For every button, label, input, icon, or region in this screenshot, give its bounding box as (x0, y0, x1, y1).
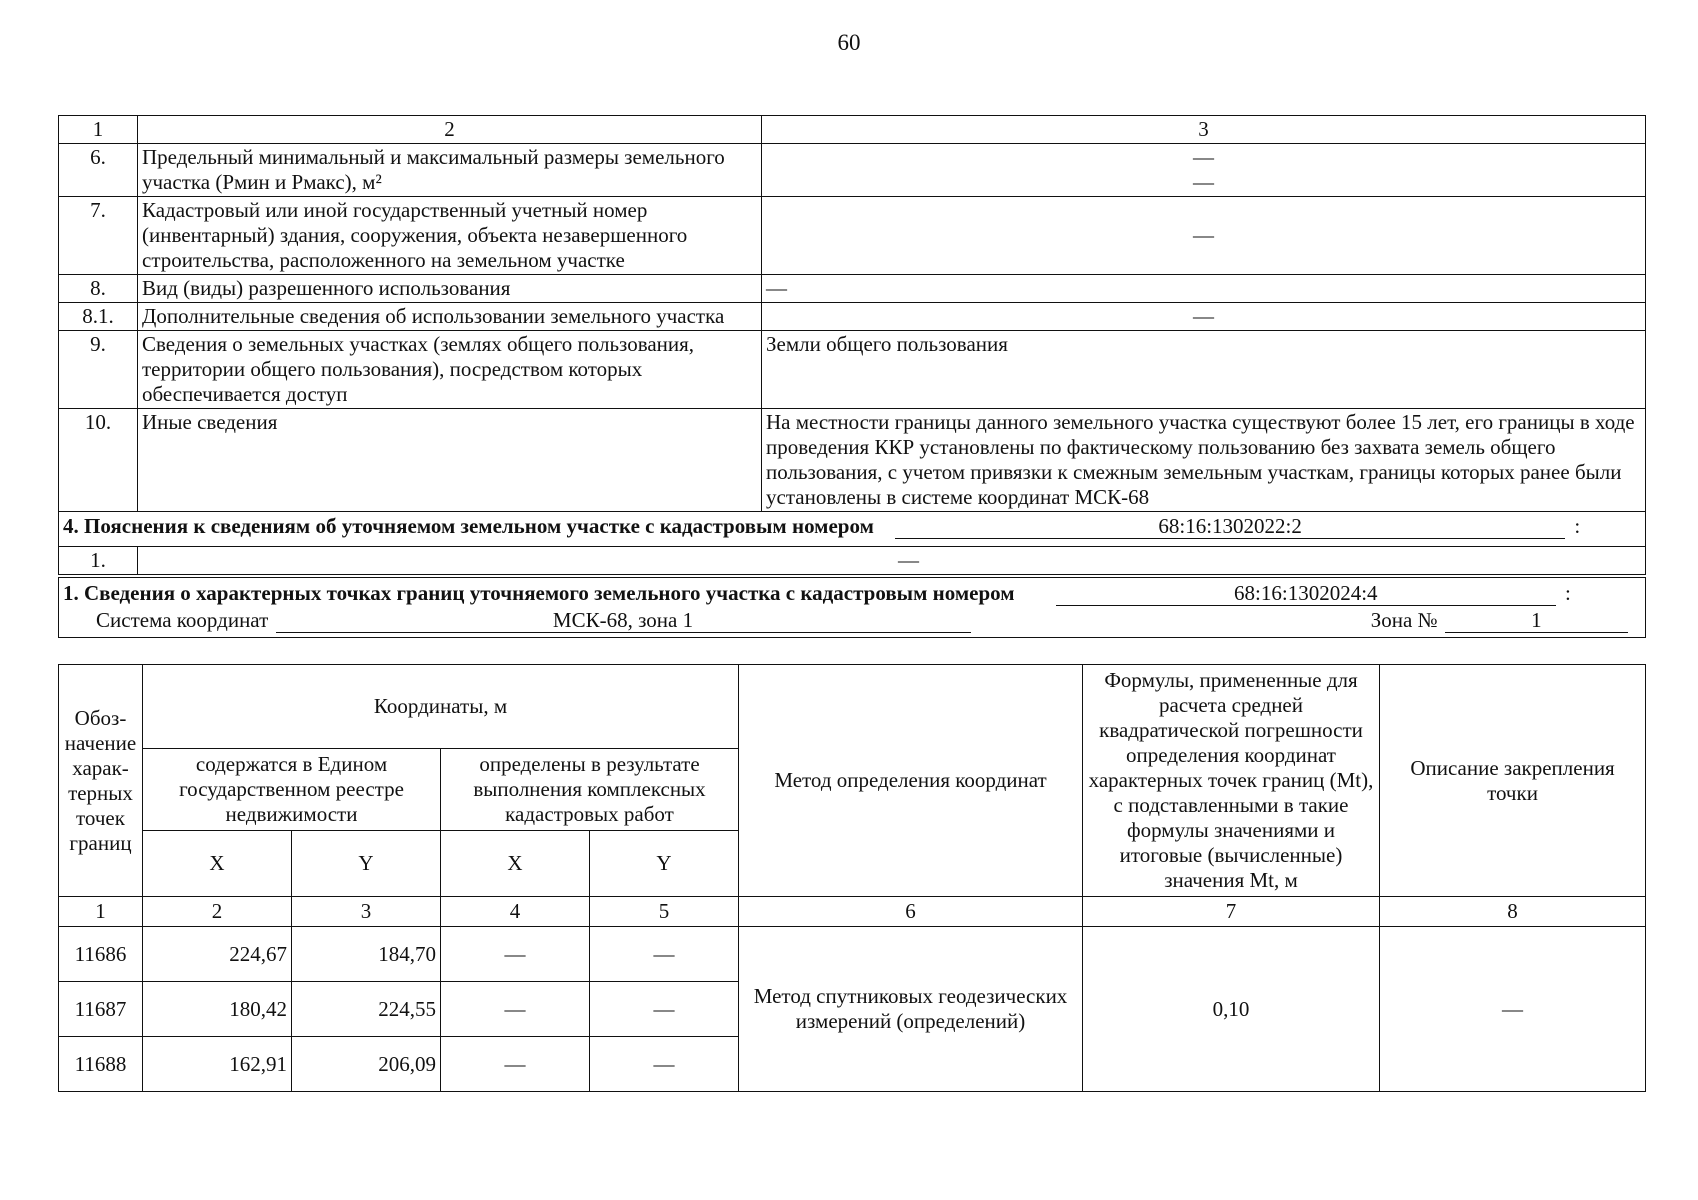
row-number: 8.1. (59, 303, 138, 331)
x-kkr: — (441, 982, 590, 1037)
column-number: 4 (441, 897, 590, 927)
value-line: — (1193, 145, 1214, 169)
header-designation: Обоз-начение харак-терных точек границ (59, 665, 143, 897)
row-label: Вид (виды) разрешенного использования (138, 275, 762, 303)
description-cell: — (1380, 927, 1646, 1092)
coords-header-row (59, 665, 1646, 749)
row-number: 10. (59, 409, 138, 512)
section-4-colon: : (1574, 514, 1581, 538)
page-number: 60 (837, 30, 861, 55)
x-kkr: — (441, 927, 590, 982)
section-1-title: 1. Сведения о характерных точках границ уточняемого земельного участка с кадастровым номером (63, 581, 1015, 605)
land-plot-info-table (58, 115, 1646, 638)
zone-value: 1 (1445, 608, 1628, 633)
x-egrn: 180,42 (143, 982, 292, 1037)
row-value: — (762, 303, 1646, 331)
row-label: Дополнительные сведения об использовании земельного участка (138, 303, 762, 331)
column-numbers-row (59, 897, 1646, 927)
header-egrn: содержатся в Едином государственном реестре недвижимости (143, 749, 441, 831)
x-kkr: — (441, 1037, 590, 1092)
header-y-egrn: Y (292, 831, 441, 897)
column-number: 1 (59, 116, 138, 144)
header-description: Описание закрепления точки (1380, 665, 1646, 897)
header-formulas: Формулы, примененные для расчета средней квадратической погрешности определения координат характерных точек границ (Mt), с подставленными в такие формулы значениями и итоговые (вычисленные) значения Mt, м (1083, 665, 1380, 897)
row-label: Иные сведения (138, 409, 762, 512)
section-1-title-cell (59, 576, 1646, 638)
column-number: 2 (143, 897, 292, 927)
value-line: — (1193, 170, 1214, 194)
coord-system-value: МСК-68, зона 1 (276, 608, 971, 633)
column-number: 8 (1380, 897, 1646, 927)
mt-cell: 0,10 (1083, 927, 1380, 1092)
y-egrn: 206,09 (292, 1037, 441, 1092)
row-value: На местности границы данного земельного участка существуют более 15 лет, его границы в ходе проведения ККР установлены по фактическому пользованию без захвата земель общего пользования, с учетом привязки к смежным земельным участкам, границы которых ранее были установлены в системе координат МСК-68 (762, 409, 1646, 512)
row-label: Предельный минимальный и максимальный размеры земельного участка (Pмин и Pмакс), м² (138, 144, 762, 197)
row-value: Земли общего пользования (762, 331, 1646, 409)
point-id: 11686 (59, 927, 143, 982)
table-row (59, 197, 1646, 275)
row-number: 6. (59, 144, 138, 197)
zone-label: Зона № (1370, 608, 1438, 632)
section-4-title-cell (59, 512, 1646, 547)
method-cell: Метод спутниковых геодезических измерений (определений) (739, 927, 1083, 1092)
header-y-kkr: Y (590, 831, 739, 897)
section-1-header (59, 576, 1646, 638)
column-number: 3 (762, 116, 1646, 144)
row-value (762, 144, 1646, 197)
x-egrn: 224,67 (143, 927, 292, 982)
header-kkr: определены в результате выполнения комплексных кадастровых работ (441, 749, 739, 831)
header-method: Метод определения координат (739, 665, 1083, 897)
point-id: 11688 (59, 1037, 143, 1092)
table-row (59, 275, 1646, 303)
row-number: 9. (59, 331, 138, 409)
header-coordinates: Координаты, м (143, 665, 739, 749)
section-4-cadastral-number: 68:16:1302022:2 (895, 514, 1565, 539)
header-x-kkr: X (441, 831, 590, 897)
row-value: — (138, 547, 1646, 577)
row-value: — (762, 275, 1646, 303)
header-x-egrn: X (143, 831, 292, 897)
y-kkr: — (590, 927, 739, 982)
table-row (59, 144, 1646, 197)
section-4-title: 4. Пояснения к сведениям об уточняемом земельном участке с кадастровым номером (63, 514, 874, 538)
row-label: Сведения о земельных участках (землях общего пользования, территории общего пользования), посредством которых обеспечивается доступ (138, 331, 762, 409)
y-kkr: — (590, 1037, 739, 1092)
y-kkr: — (590, 982, 739, 1037)
table-row (59, 331, 1646, 409)
row-number: 8. (59, 275, 138, 303)
point-id: 11687 (59, 982, 143, 1037)
x-egrn: 162,91 (143, 1037, 292, 1092)
table-header-row (59, 116, 1646, 144)
row-label: Кадастровый или иной государственный учетный номер (инвентарный) здания, сооружения, объекта незавершенного строительства, расположенного на земельном участке (138, 197, 762, 275)
column-number: 2 (138, 116, 762, 144)
column-number: 6 (739, 897, 1083, 927)
table-row (59, 303, 1646, 331)
y-egrn: 224,55 (292, 982, 441, 1037)
column-number: 1 (59, 897, 143, 927)
row-value: — (762, 197, 1646, 275)
row-number: 7. (59, 197, 138, 275)
y-egrn: 184,70 (292, 927, 441, 982)
section-4-header (59, 512, 1646, 547)
section-1-colon: : (1565, 581, 1571, 605)
table-row (59, 547, 1646, 577)
column-number: 7 (1083, 897, 1380, 927)
section-1-cadastral-number: 68:16:1302024:4 (1056, 581, 1556, 606)
coord-system-label: Система координат (96, 608, 269, 632)
boundary-points-table (58, 664, 1646, 1092)
column-number: 5 (590, 897, 739, 927)
row-number: 1. (59, 547, 138, 577)
table-row (59, 927, 1646, 982)
column-number: 3 (292, 897, 441, 927)
table-row (59, 409, 1646, 512)
